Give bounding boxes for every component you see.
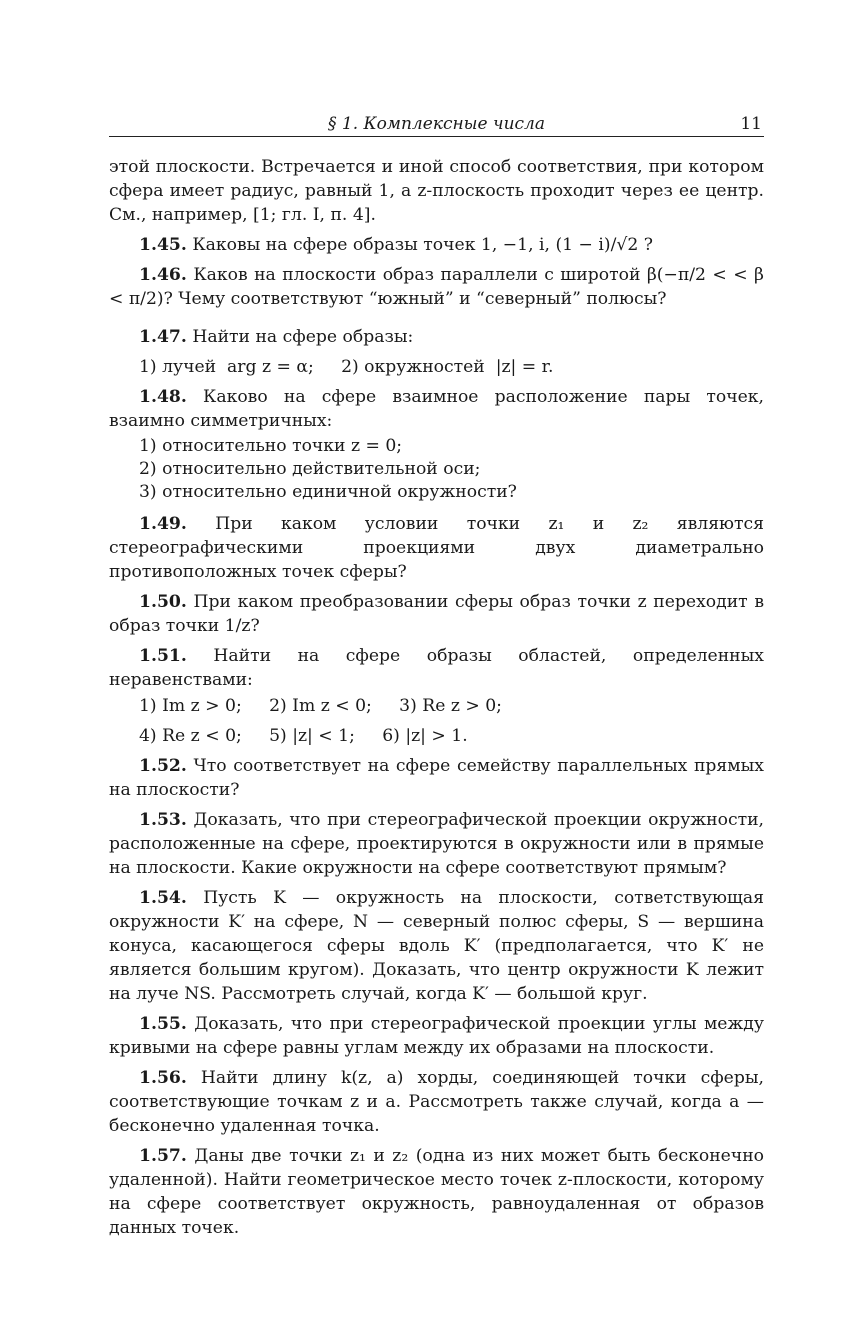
problem-text: Каково на сфере взаимное расположение пары точек, взаимно симметричных:: [109, 387, 764, 431]
problem-number: 1.56.: [139, 1068, 187, 1088]
problem-1-57: [109, 1144, 764, 1240]
page-body: [109, 155, 764, 1240]
page: [109, 112, 764, 1246]
problem-number: 1.55.: [139, 1014, 187, 1034]
problem-text: Доказать, что при стереографической проекции окружности, расположенные на сфере, проектируются в окружности или в прямые на плоскости. Какие окружности на сфере соответствуют прямым?: [109, 810, 765, 878]
problem-1-51: [109, 644, 764, 692]
problem-number: 1.46.: [139, 265, 187, 285]
problem-1-47-items: 1) лучей arg z = α; 2) окружностей |z| = r.: [139, 357, 554, 377]
problem-1-53: [109, 808, 764, 880]
list-item: 3) относительно единичной окружности?: [139, 482, 517, 502]
running-header: [109, 112, 764, 137]
problem-number: 1.54.: [139, 888, 187, 908]
problem-1-45: [109, 233, 764, 257]
problem-number: 1.49.: [139, 514, 187, 534]
problem-text: Даны две точки z₁ и z₂ (одна из них может быть бесконечно удаленной). Найти геометрическое место точек z-плоскости, которому на сфере соответствует окружность, равноудаленная от образов данных точек.: [109, 1146, 764, 1238]
problem-number: 1.45.: [139, 235, 187, 255]
problem-1-54: [109, 886, 764, 1006]
problem-number: 1.48.: [139, 387, 187, 407]
problem-text: Что соответствует на сфере семейству параллельных прямых на плоскости?: [109, 756, 764, 800]
list-item: 1) относительно точки z = 0;: [139, 436, 403, 456]
problem-number: 1.52.: [139, 756, 187, 776]
problem-text: Каковы на сфере образы точек 1, −1, i, (1 − i)/√2 ?: [192, 235, 653, 255]
problem-1-56: [109, 1066, 764, 1138]
problem-number: 1.51.: [139, 646, 187, 666]
problem-text: Пусть K — окружность на плоскости, сответствующая окружности K′ на сфере, N — северный полюс сферы, S — вершина конуса, касающегося сферы вдоль K′ (предполагается, что K′ не является большим кругом). Доказать, что центр окружности K лежит на луче NS. Рассмотреть случай, когда K′ — большой круг.: [109, 888, 765, 1004]
problem-number: 1.47.: [139, 327, 187, 347]
problem-1-50: [109, 590, 764, 638]
problem-text: При каком преобразовании сферы образ точки z переходит в образ точки 1/z?: [109, 592, 764, 636]
problem-1-51-row-1: 1) Im z > 0; 2) Im z < 0; 3) Re z > 0;: [139, 696, 502, 716]
problem-text: Найти на сфере образы:: [192, 327, 414, 347]
problem-number: 1.50.: [139, 592, 187, 612]
list-item: 2) относительно действительной оси;: [139, 459, 481, 479]
problem-1-49: [109, 512, 764, 584]
problem-text: При каком условии точки z₁ и z₂ являются стереографическими проекциями двух диаметрально противоположных точек сферы?: [109, 514, 765, 582]
problem-1-47: [109, 325, 764, 349]
problem-1-52: [109, 754, 764, 802]
problem-1-55: [109, 1012, 764, 1060]
problem-1-48: [109, 385, 764, 433]
problem-number: 1.53.: [139, 810, 187, 830]
problem-1-51-row-2: 4) Re z < 0; 5) |z| < 1; 6) |z| > 1.: [139, 726, 468, 746]
problem-number: 1.57.: [139, 1146, 187, 1166]
section-title: § 1. Комплексные числа: [327, 114, 546, 134]
problem-1-46: [109, 263, 764, 311]
problem-text: Каков на плоскости образ параллели с широтой β(−π/2 < < β < π/2)? Чему соответствуют “южный” и “северный” полюсы?: [109, 265, 764, 309]
page-number: 11: [740, 114, 762, 134]
problem-text: Найти на сфере образы областей, определенных неравенствами:: [109, 646, 764, 690]
intro-paragraph: этой плоскости. Встречается и иной способ соответствия, при котором сфера имеет радиус, равный 1, а z-плоскость проходит через ее центр. См., например, [1; гл. I, п. 4].: [109, 157, 764, 225]
problem-text: Доказать, что при стереографической проекции углы между кривыми на сфере равны углам между их образами на плоскости.: [109, 1014, 764, 1058]
problem-text: Найти длину k(z, a) хорды, соединяющей точки сферы, соответствующие точкам z и a. Рассмотреть также случай, когда a — бесконечно удаленная точка.: [109, 1068, 764, 1136]
